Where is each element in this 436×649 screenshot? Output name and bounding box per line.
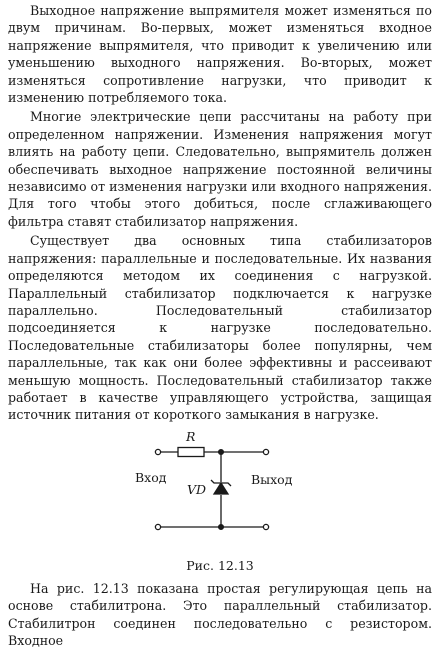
paragraph-1: Выходное напряжение выпрямителя может изменяться по двум причинам. Во-первых, может изменяться входное напряжение выпрямителя, что приводит к увеличению или уменьшению выходного напряжения. Во-вторых, может изменяться сопротивление нагрузки, что приводит к изменению потребляемого тока. [8, 3, 432, 106]
output-label: Выход [251, 471, 293, 487]
output-terminal-top [263, 449, 268, 454]
diode-label: VD [187, 481, 207, 497]
input-label: Вход [135, 469, 167, 485]
document-page [8, 2, 432, 649]
input-terminal-bottom [155, 524, 160, 529]
resistor-label: R [186, 428, 196, 444]
zener-regulator-figure [8, 430, 432, 548]
resistor-symbol [178, 447, 204, 456]
closing-paragraph: На рис. 12.13 показана простая регулирующая цепь на основе стабилитрона. Это параллельный стабилизатор. Стабилитрон соединен последовательно с резистором. Входное [8, 580, 432, 648]
circuit-diagram [8, 430, 432, 548]
input-terminal-top [155, 449, 160, 454]
zener-diode-symbol [214, 483, 228, 494]
output-terminal-bottom [263, 524, 268, 529]
paragraph-2: Многие электрические цепи рассчитаны на работу при определенном напряжении. Изменения напряжения могут влиять на работу цепи. Следовательно, выпрямитель должен обеспечивать выходное напряжение постоянной величины независимо от изменения нагрузки или входного напряжения. Для того чтобы этого добиться, после сглаживающего фильтра ставят стабилизатор напряжения. [8, 109, 432, 229]
figure-caption: Рис. 12.13 [186, 557, 254, 573]
paragraph-3: Существует два основных типа стабилизаторов напряжения: параллельные и последовательные. Их названия определяются методом их соединения с нагрузкой. Параллельный стабилизатор подключается к нагрузке параллельно. Последовательный стабилизатор подсоединяется к нагрузке последовательно. Последовательные стабилизаторы более популярны, чем параллельные, так как они более эффективны и рассеивают меньшую мощность. Последовательный стабилизатор также работает в качестве управляющего устройства, защищая источник питания от короткого замыкания в нагрузке. [8, 233, 432, 423]
